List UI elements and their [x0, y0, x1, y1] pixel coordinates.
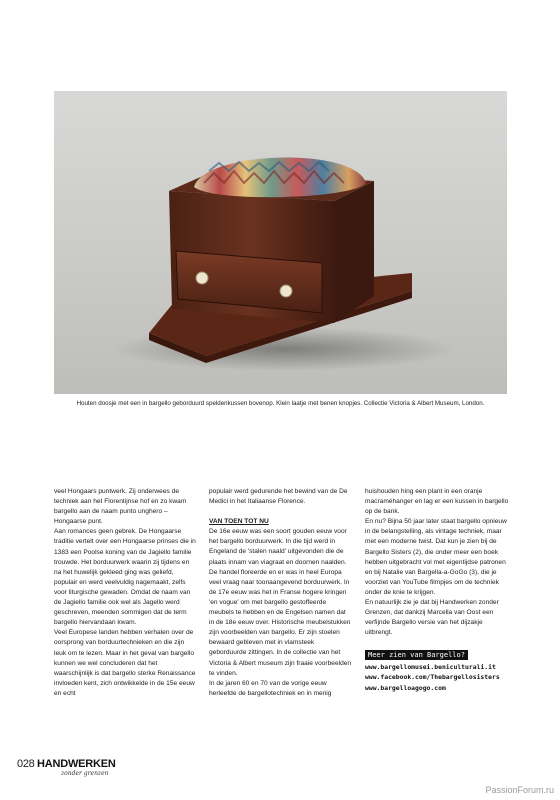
spacer: [365, 638, 510, 648]
article-column-1: [54, 487, 197, 699]
paragraph: Aan romances geen gebrek. De Hongaarse traditie vertelt over een Hongaarse prinses die in 1383 een Poolse koning van de Jagiello familie trouwde. Het borduurwerk waarin zij tijdens en na het huwelijk gekleed ging was geliefd, populair en werd veelvuldig nagemaakt, zelfs voor liturgische gewaden. Omdat de naam van de Jagiello familie ook wel als Jagello werd geschreven, meenden sommigen dat de term bargello hiervandaan kwam.: [54, 528, 196, 627]
article-column-2: [209, 487, 352, 699]
section-subheading: VAN TOEN TOT NU: [209, 518, 269, 526]
pin-cushion-box-image: [54, 91, 507, 394]
paragraph: populair werd gedurende het bewind van de De Medici in het Italiaanse Florence.: [209, 488, 348, 506]
links-box-title: Meer zien van Bargello?: [365, 650, 468, 660]
spacer: [209, 507, 352, 517]
link-bargello-a-gogo[interactable]: www.bargelloagogo.com: [365, 683, 446, 692]
paragraph: veel Hongaars puntwerk. Zij onderwees de techniek aan het Florentijnse hof en zo kwam bargello aan de naam punto unghero – Hongaarse punt.: [54, 488, 187, 526]
photo-caption: Houten doosje met een in bargello geborduurd speldenkussen bovenop. Klein laatje met benen knopjes. Collectie Victoria & Albert Museum, London.: [76, 400, 485, 407]
paragraph: In de jaren 60 en 70 van de vorige eeuw herleefde de bargellotechniek en in menig: [209, 679, 332, 697]
page-footer: [17, 757, 217, 781]
paragraph: En natuurlijk zie je dat bij Handwerken zonder Grenzen, dat dankzij Marcella van Oost een verfijnde Bargello versie van het dijzakje uitbrengt.: [365, 599, 499, 637]
article-column-3: [365, 487, 510, 693]
watermark: PassionForum.ru: [485, 785, 554, 795]
magazine-brand-subtitle: zonder grenzen: [61, 770, 109, 777]
paragraph: huishouden hing een plant in een oranje macraméhanger en lag er een kussen in bargello op de bank.: [365, 488, 509, 516]
page-number: 028: [17, 758, 35, 770]
link-bargello-museum[interactable]: www.bargellomusei.beniculturali.it: [365, 662, 496, 671]
link-bargello-sisters[interactable]: www.facebook.com/Thebargellosisters: [365, 673, 500, 681]
product-photo: [54, 91, 507, 394]
paragraph: De 16e eeuw was een soort gouden eeuw voor het bargello borduurwerk. In die tijd werd in Engeland de 'stalen naald' uitgevonden die de plaats innam van viagraat en doornen naalden. De handel floreerde en er was in heel Europa veel vraag naar toonaangevend borduurwerk. In de 17e eeuw was het in Franse hogere kringen 'en vogue' om met bargello gestoffeerde meubels te hebben en de Engelsen namen dat in de 18e eeuw over. Historische meubelstukken zijn voorbeelden van bargello. Er zijn stoelen bewaard gebleven met in vlamsteek geborduurde zittingen. In de collectie van het Victoria & Albert museum zijn fraaie voorbeelden te vinden.: [209, 528, 352, 677]
paragraph: En nu? Bijna 50 jaar later staat bargello opnieuw in de belangstelling, als vintage techniek, maar met een moderne twist. Dat kun je zien bij de Bargello Sisters (2), die onder meer een boek hebben uitgebracht vol met eigentijdse patronen en bij Natalie van Bargella-a-GoGo (3), die je voorziet van YouTube filmpjes om de techniek onder de knie te krijgen.: [365, 518, 507, 596]
magazine-brand: HANDWERKEN: [37, 758, 116, 770]
paragraph: Veel Europese landen hebben verhalen over de oorsprong van borduurtechnieken en die zijn leuk om te lezen. Maar in het geval van bargello kunnen we wel concluderen dat het waarschijnlijk is dat bargello sterke Renaissance invloeden kent, zich ontwikkelde in de 15e eeuw en echt: [54, 629, 196, 697]
